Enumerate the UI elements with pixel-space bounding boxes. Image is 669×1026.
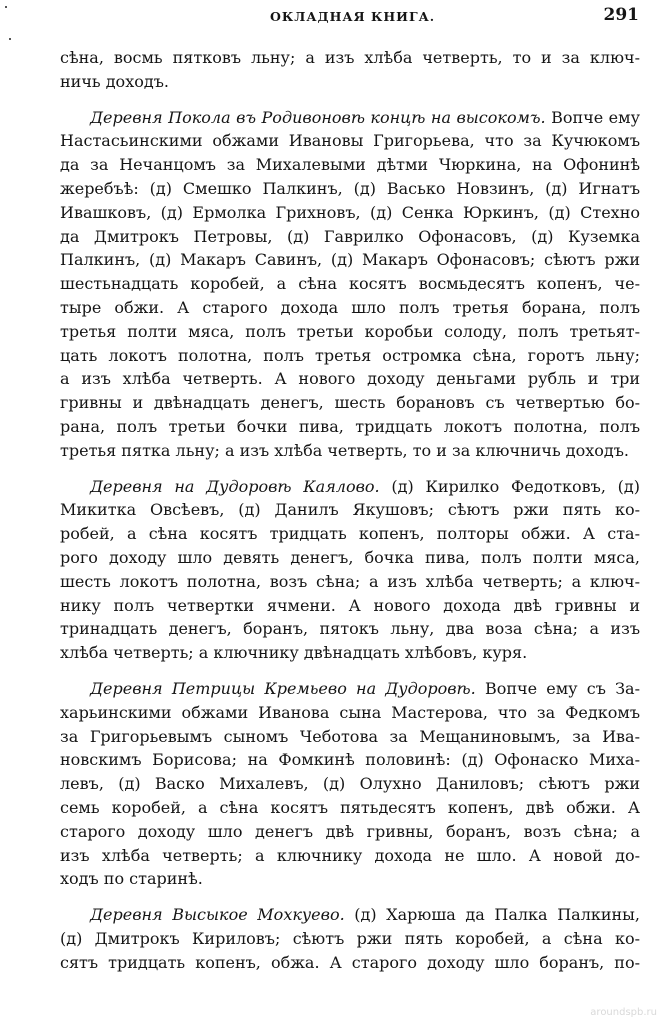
text-line: да Дмитрокъ Петровы, (д) Гаврилко Офонасовъ, (д) Куземка: [60, 226, 640, 246]
text-line: (д) Дмитрокъ Кириловъ; сѣютъ ржи пять коробей, а сѣна ко-: [60, 928, 640, 948]
line-text: (д) Кирилко Федотковъ, (д): [379, 476, 640, 496]
line-text: Вопче ему съ За-: [475, 678, 640, 698]
running-title: ОКЛАДНАЯ КНИГА.: [270, 9, 436, 24]
text-line: да за Нечанцомъ за Михалевыми дѣтми Чюркина, на Офонинѣ: [60, 155, 640, 175]
scan-speck: [9, 38, 11, 40]
text-line: нику полъ четвертки ячмени. А нового дохода двѣ гривны и: [60, 595, 640, 615]
page-number: 291: [603, 5, 639, 25]
text-line: новскимъ Борисова; на Фомкинѣ половинѣ: (д) Офонаско Миха-: [60, 750, 640, 770]
paragraph-gap: [60, 94, 640, 106]
text-line: изъ хлѣба четверть; а ключнику дохода не шло. А новой до-: [60, 845, 640, 865]
text-line: шесть локотъ полотна, возъ сѣна; а изъ хлѣба четверть; а ключ-: [60, 571, 640, 591]
line-text: (д) Харюша да Палка Палкины,: [344, 905, 640, 925]
paragraph-gap: [60, 463, 640, 475]
village-title: Деревня на Дудоровѣ Каялово.: [90, 476, 380, 496]
paragraph-gap: [60, 891, 640, 903]
text-line: ничь доходъ.: [60, 71, 169, 91]
text-line: Настасьинскими обжами Ивановы Григорьева, что за Кучюкомъ: [60, 131, 640, 151]
text-line: гривны и двѣнадцать денегъ, шесть борановъ съ четвертью бо-: [60, 393, 640, 413]
text-line: сятъ тридцать копенъ, обжа. А старого доходу шло боранъ, по-: [60, 952, 640, 972]
text-line: Палкинъ, (д) Макаръ Савинъ, (д) Макаръ Офонасовъ; сѣютъ ржи: [60, 250, 640, 270]
village-title: Деревня Высыкое Мохкуево.: [90, 905, 345, 925]
text-line: [60, 475, 640, 499]
text-line: Ивашковъ, (д) Ермолка Грихновъ, (д) Сенка Юркинъ, (д) Стехно: [60, 202, 640, 222]
text-line: жеребъѣ: (д) Смешко Палкинъ, (д) Васько Новзинъ, (д) Игнатъ: [60, 178, 640, 198]
body-text: [60, 46, 640, 974]
text-line: тринадцать денегъ, боранъ, пятокъ льну, два воза сѣна; а изъ: [60, 619, 640, 639]
village-title: Деревня Петрицы Кремьево на Дудоровѣ.: [90, 678, 476, 698]
paragraph-gap: [60, 665, 640, 677]
text-line: ходъ по старинѣ.: [60, 869, 203, 889]
text-line: семь коробей, а сѣна косятъ пятьдесятъ копенъ, двѣ обжи. А: [60, 797, 640, 817]
text-line: цать локотъ полотна, полъ третья остромка сѣна, горотъ льну;: [60, 345, 640, 365]
text-line: старого доходу шло денегъ двѣ гривны, боранъ, возъ сѣна; а: [60, 821, 640, 841]
text-line: сѣна, восмь пятковъ льну; а изъ хлѣба четверть, то и за ключ-: [60, 48, 640, 67]
text-line: тыре обжи. А старого дохода шло полъ третья борана, полъ: [60, 297, 640, 317]
running-header: [0, 5, 669, 31]
text-line: робей, а сѣна косятъ тридцать копенъ, полторы обжи. А ста-: [60, 524, 640, 544]
text-line: третья пятка льну; а изъ хлѣба четверть, то и за ключничь доходъ.: [60, 440, 629, 460]
text-line: за Григорьевымъ сыномъ Чеботова за Мещаниновымъ, за Ива-: [60, 726, 640, 746]
watermark: aroundspb.ru: [590, 1007, 657, 1018]
text-line: [60, 677, 640, 701]
text-line: хлѣба четверть; а ключнику двѣнадцать хлѣбовъ, куря.: [60, 643, 528, 663]
text-line: рого доходу шло девять денегъ, бочка пива, полъ полти мяса,: [60, 547, 640, 567]
text-line: харьинскими обжами Иванова сына Мастерова, что за Федкомъ: [60, 702, 640, 722]
line-text: Вопче ему: [545, 107, 640, 127]
text-line: левъ, (д) Васко Михалевъ, (д) Олухно Даниловъ; сѣютъ ржи: [60, 774, 640, 794]
text-line: [60, 106, 640, 130]
text-line: шестьнадцать коробей, а сѣна косятъ восмьдесятъ копенъ, че-: [60, 274, 640, 294]
village-title: Деревня Покола въ Родивоновѣ концѣ на высокомъ.: [90, 107, 546, 127]
text-line: рана, полъ третьи бочки пива, тридцать локотъ полотна, полъ: [60, 416, 640, 436]
text-line: Микитка Овсѣевъ, (д) Данилъ Якушовъ; сѣютъ ржи пять ко-: [60, 500, 640, 520]
text-line: а изъ хлѣба четверть. А нового доходу деньгами рубль и три: [60, 369, 640, 389]
text-line: третья полти мяса, полъ третьи коробьи солоду, полъ третьят-: [60, 321, 640, 341]
text-line: [60, 903, 640, 927]
